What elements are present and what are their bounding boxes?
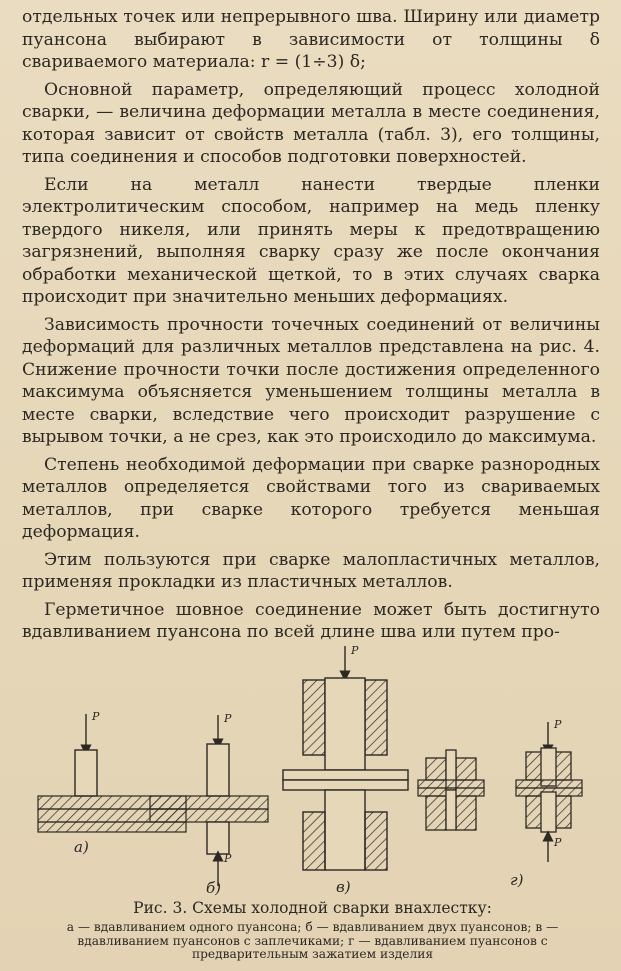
force-label: P (224, 852, 232, 865)
label-v: в) (336, 878, 351, 896)
paragraph: Основной параметр, определяющий процесс холодной сварки, — величина деформации металла в месте соединения, которая зависит от свойств металла (табл. 3), его толщины, типа соединения и способов подготовки поверхностей. (22, 79, 600, 167)
welding-diagram (20, 640, 605, 902)
paragraph: Если на металл нанести твердые пленки электролитическим способом, например на медь пленку твердого никеля, или принять меры к предотвращению загрязнений, выполняя сварку сразу же после окончания обработки механической щеткой, то в этих случаях сварка происходит при значительно меньших деформациях. (22, 174, 600, 307)
force-label: P (351, 644, 359, 657)
figure-caption: Рис. 3. Схемы холодной сварки внахлестку: (133, 899, 492, 917)
scheme-a (38, 710, 186, 856)
force-label: P (554, 718, 562, 731)
force-label: P (92, 710, 100, 723)
scheme-b (150, 712, 268, 897)
scheme-g (418, 718, 582, 889)
paragraph: Зависимость прочности точечных соединений от величины деформаций для различных металлов представлена на рис. 4. Снижение прочности точки после достижения определенного максимума объясняется уменьшением толщины металла в месте сварки, вследствие чего происходит разрушение с вырывом точки, а не срез, как это происходило до максимума. (22, 314, 600, 447)
figure-legend: а — вдавливанием одного пуансона; б — вдавливанием двух пуансонов; в — вдавливанием пуансонов с заплечиками; г — вдавливанием пуансонов с предварительным зажатием изделия (66, 920, 559, 961)
paragraph: Степень необходимой деформации при сварке разнородных металлов определяется свойствами того из свариваемых металлов, при сварке которого требуется меньшая деформация. (22, 454, 600, 542)
scheme-v (283, 644, 408, 896)
body-text (22, 6, 600, 649)
force-label: P (224, 712, 232, 725)
label-g: г) (510, 871, 524, 889)
label-b: б) (206, 879, 222, 897)
label-a: а) (74, 838, 89, 856)
paragraph: Этим пользуются при сварке малопластичных металлов, применяя прокладки из пластичных металлов. (22, 549, 600, 592)
paragraph: отдельных точек или непрерывного шва. Ширину или диаметр пуансона выбирают в зависимости от толщины δ свариваемого материала: r = (1÷3) δ; (22, 7, 600, 72)
force-label: P (554, 836, 562, 849)
figure-welding-schemes (20, 640, 605, 902)
paragraph: Герметичное шовное соединение может быть достигнуто вдавливанием пуансона по всей длине шва или путем про- (22, 599, 600, 642)
